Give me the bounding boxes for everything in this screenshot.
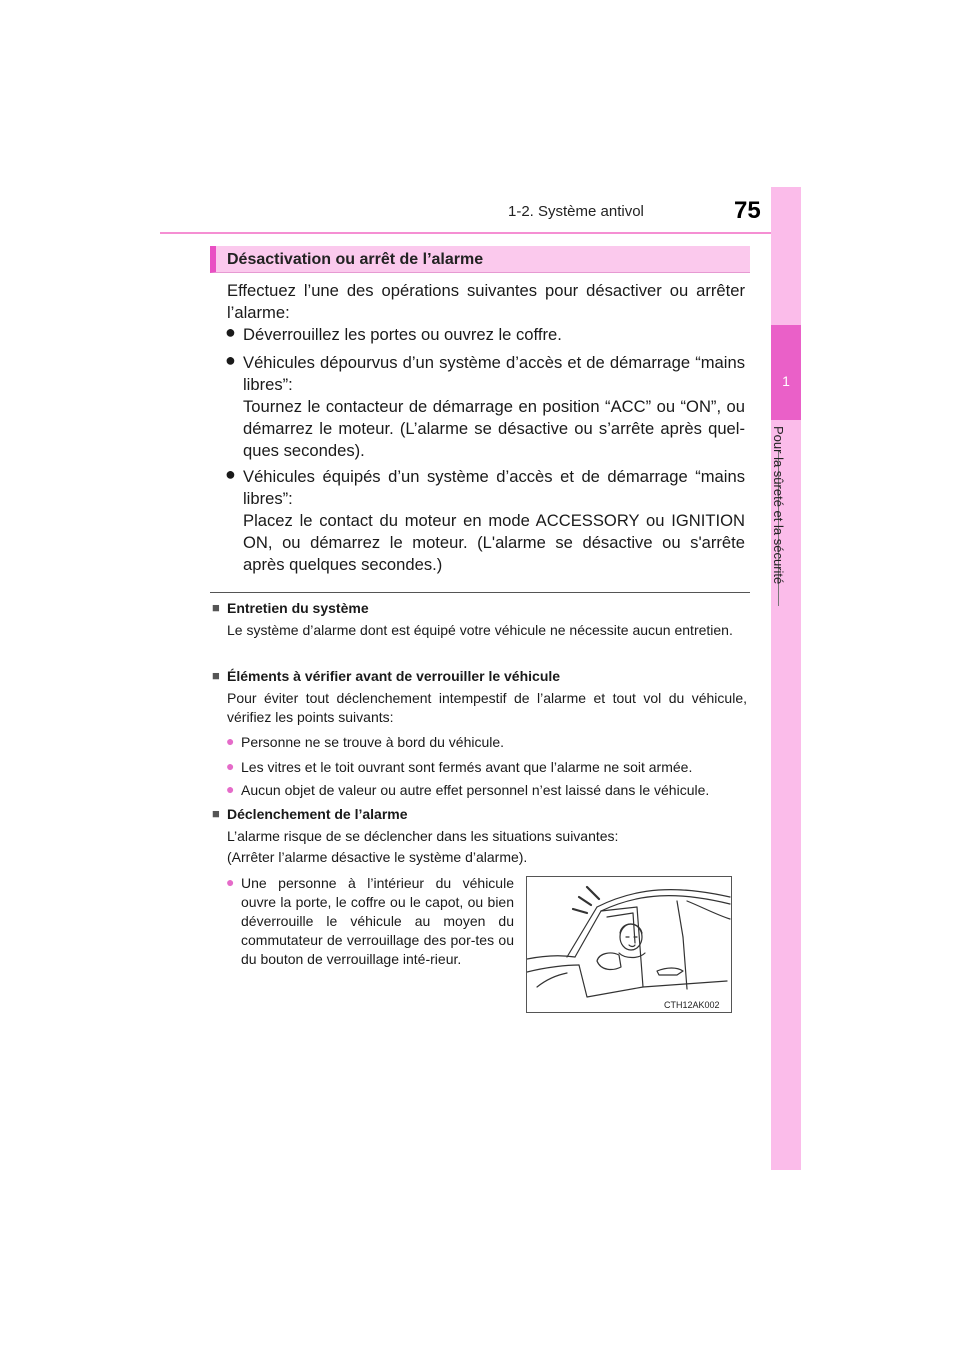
- square-bullet-icon: ■: [212, 600, 220, 615]
- bullet-item: [243, 352, 745, 462]
- bullet-icon: ●: [226, 874, 235, 890]
- note-text: (Arrêter l’alarme désactive le système d’alarme).: [227, 849, 528, 865]
- car-door-illustration: [526, 876, 732, 1013]
- bullet-icon: ●: [225, 350, 236, 370]
- bullet-item: Déverrouillez les portes ou ouvrez le coffre.: [243, 325, 562, 344]
- note-text: L’alarme risque de se déclencher dans les situations suivantes:: [227, 828, 619, 844]
- bullet-item-condition: Véhicules équipés d’un système d’accès et de démarrage “mains libres”:: [243, 467, 745, 508]
- chapter-label: Pour la sûreté et la sécurité: [771, 426, 786, 585]
- note-heading: Éléments à vérifier avant de verrouiller le véhicule: [227, 668, 561, 684]
- bullet-icon: ●: [225, 322, 236, 342]
- note-list-item: Personne ne se trouve à bord du véhicule.: [241, 734, 505, 750]
- bullet-item-condition: Véhicules dépourvus d’un système d’accès et de démarrage “mains libres”:: [243, 353, 745, 394]
- note-text: Le système d’alarme dont est équipé votre véhicule ne nécessite aucun entretien.: [227, 622, 733, 638]
- section-title: Désactivation ou arrêt de l’alarme: [227, 251, 484, 268]
- bullet-item-instruction: Placez le contact du moteur en mode ACCESSORY ou IGNITION ON, ou démarrez le moteur. (L'alarme se désactive ou s'arrête après quelques secondes.): [243, 511, 745, 574]
- header-divider: [160, 232, 800, 234]
- section-intro: Effectuez l’une des opérations suivantes pour désactiver ou arrêter l’alarme:: [227, 281, 745, 322]
- note-text: Pour éviter tout déclenchement intempestif de l’alarme et tout vol du véhicule, vérifiez les points suivants:: [227, 690, 747, 725]
- header-section-title: 1-2. Système antivol: [508, 203, 644, 220]
- note-heading: Entretien du système: [227, 600, 369, 616]
- illustration-code: CTH12AK002: [664, 1000, 720, 1010]
- bullet-item: [243, 466, 745, 576]
- square-bullet-icon: ■: [212, 806, 220, 821]
- square-bullet-icon: ■: [212, 668, 220, 683]
- car-door-drawing: [527, 877, 731, 1012]
- bullet-icon: ●: [226, 758, 235, 774]
- bullet-item-instruction: Tournez le contacteur de démarrage en position “ACC” ou “ON”, ou démarrez le moteur. (L’alarme se désactive ou s’arrête après quel-ques secondes).: [243, 397, 745, 460]
- chapter-number: 1: [782, 373, 790, 389]
- note-list-item: Les vitres et le toit ouvrant sont fermés avant que l’alarme ne soit armée.: [241, 759, 693, 775]
- bullet-icon: ●: [226, 781, 235, 797]
- bullet-icon: ●: [225, 464, 236, 484]
- note-list-item: Une personne à l’intérieur du véhicule ouvre la porte, le coffre ou le capot, ou bien déverrouille le véhicule au moyen du commutateur de verrouillage des por-tes ou du bouton de verrouillage inté-rieur.: [241, 875, 514, 967]
- note-heading: Déclenchement de l’alarme: [227, 806, 408, 822]
- bullet-icon: ●: [226, 733, 235, 749]
- page-number: 75: [734, 197, 761, 224]
- note-list-item: Aucun objet de valeur ou autre effet personnel n’est laissé dans le véhicule.: [241, 782, 710, 798]
- section-divider: [210, 592, 750, 593]
